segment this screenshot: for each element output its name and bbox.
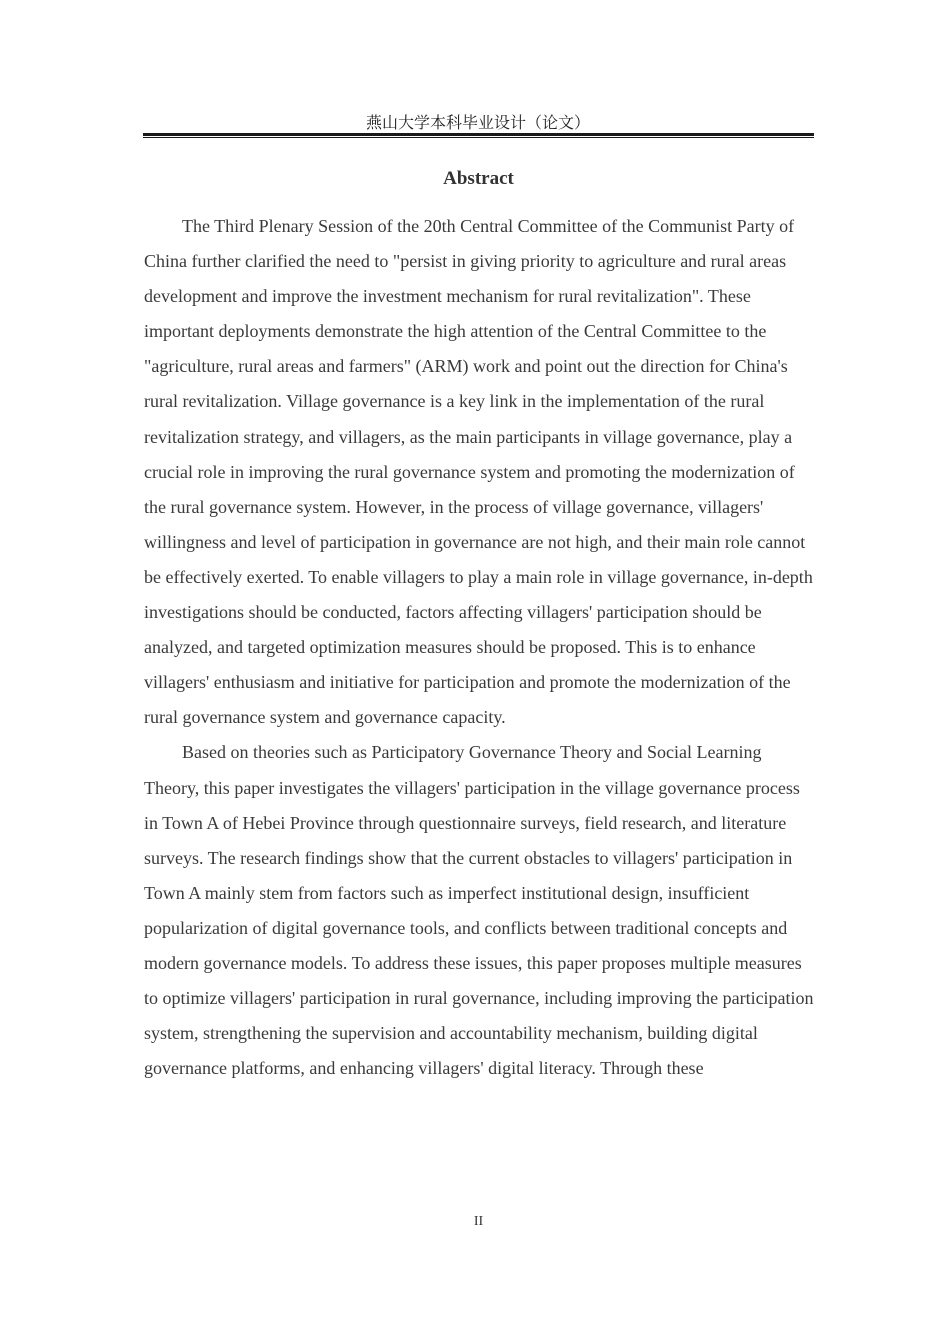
page-number: II bbox=[473, 1214, 484, 1229]
abstract-paragraph-2: Based on theories such as Participatory Governance Theory and Social Learning Theory, this paper investigates the villagers' participation in the village governance process in Town A of Hebei Province through questionnaire surveys, field research, and literature surveys. The research findings show that the current obstacles to villagers' participation in Town A mainly stem from factors such as imperfect institutional design, insufficient popularization of digital governance tools, and conflicts between traditional concepts and modern governance models. To address these issues, this paper proposes multiple measures to optimize villagers' participation in rural governance, including improving the participation system, strengthening the supervision and accountability mechanism, building digital governance platforms, and enhancing villagers' digital literacy. Through these bbox=[144, 742, 814, 1079]
abstract-heading: Abstract bbox=[443, 168, 514, 189]
running-header-title: 燕山大学本科毕业设计（论文） bbox=[365, 113, 590, 132]
header-double-rule bbox=[143, 133, 814, 138]
abstract-paragraph-1: The Third Plenary Session of the 20th Central Committee of the Communist Party of China further clarified the need to "persist in giving priority to agriculture and rural areas development and improve the investment mechanism for rural revitalization". These important deployments demonstrate the high attention of the Central Committee to the "agriculture, rural areas and farmers" (ARM) work and point out the direction for China's rural revitalization. Village governance is a key link in the implementation of the rural revitalization strategy, and villagers, as the main participants in village governance, play a crucial role in improving the rural governance system and promoting the modernization of the rural governance system. However, in the process of village governance, villagers' willingness and level of participation in governance are not high, and their main role cannot be effectively exerted. To enable villagers to play a main role in village governance, in-depth investigations should be conducted, factors affecting villagers' participation should be analyzed, and targeted optimization measures should be proposed. This is to enhance villagers' enthusiasm and initiative for participation and promote the modernization of the rural governance system and governance capacity. bbox=[144, 216, 813, 728]
abstract-body bbox=[144, 209, 815, 1086]
